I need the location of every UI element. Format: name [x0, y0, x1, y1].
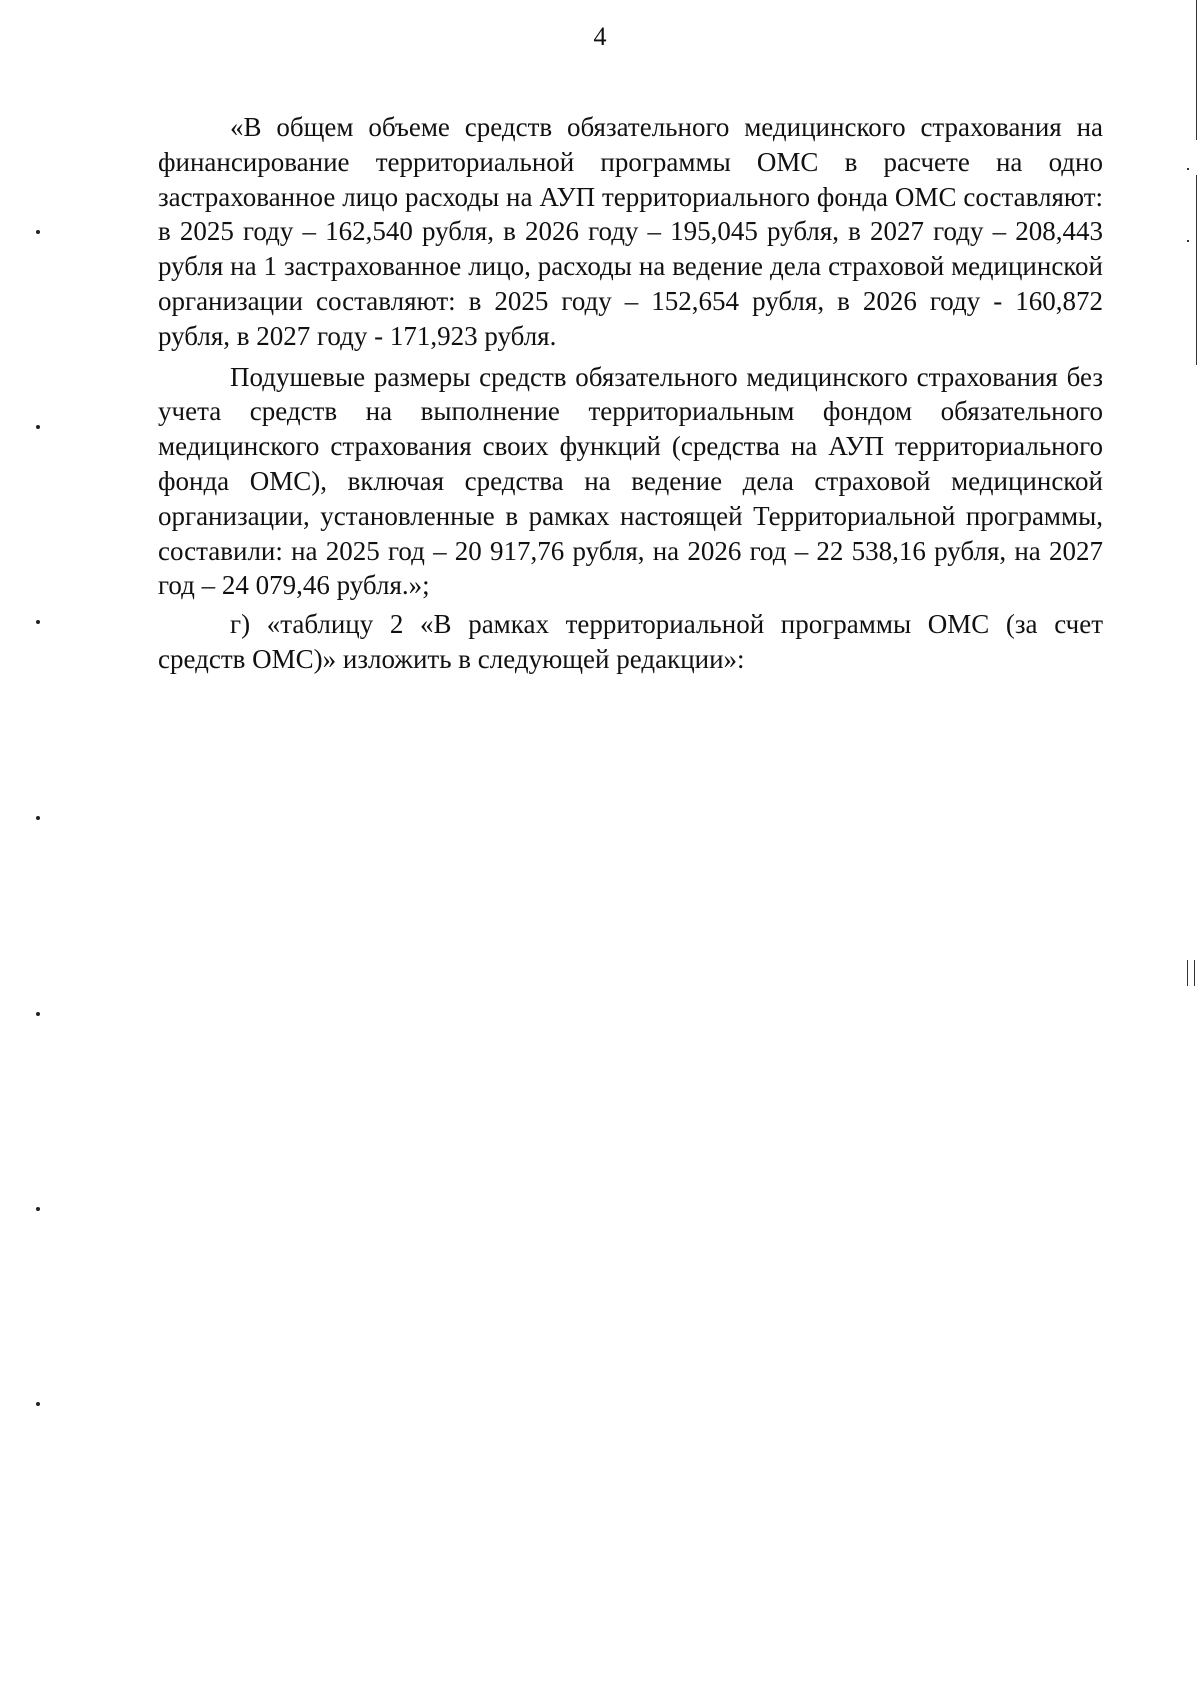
paragraph-oms-expenses: «В общем объеме средств обязательного медицинского страхования на финансирование территориальной программы ОМС в расчете на одно застрахованное лицо расходы на АУП территориального фонда ОМС составляют: в 2025 году – 162,540 рубля, в 2026 году – 195,045 рубля, в 2027 году – 208,443 рубля на 1 застрахованное лицо, расходы на ведение дела страховой медицинской организации составляют: в 2025 году – 152,654 рубля, в 2026 году - 160,872 рубля, в 2027 году - 171,923 рубля.	[158, 112, 1103, 351]
scan-dot	[36, 230, 40, 234]
paragraph-table-amendment: г) «таблицу 2 «В рамках территориальной программы ОМС (за счет средств ОМС)» изложить в следующей редакции»:	[158, 609, 1103, 674]
scan-dot	[36, 620, 40, 624]
paragraph-per-capita-norms: Подушевые размеры средств обязательного медицинского страхования без учета средств на выполнение территориальным фондом обязательного медицинского страхования своих функций (средства на АУП территориального фонда ОМС), включая средства на ведение дела страховой медицинской организации, установленные в рамках настоящей Территориальной программы, составили: на 2025 год – 20 917,76 рубля, на 2026 год – 22 538,16 рубля, на 2027 год – 24 079,46 рубля.»;	[158, 361, 1103, 601]
scan-dot	[36, 1207, 40, 1211]
scan-edge-line	[1196, 0, 1197, 140]
scan-edge-tick	[1187, 240, 1189, 242]
scan-dot	[36, 425, 40, 429]
scan-edge-line	[1187, 960, 1188, 986]
page-number: 4	[593, 22, 607, 51]
scan-edge-line	[1196, 175, 1197, 365]
scan-dot	[36, 1012, 40, 1016]
scan-dot	[36, 816, 40, 820]
scan-dot	[36, 1402, 40, 1406]
scan-edge-line	[1194, 960, 1195, 986]
scan-edge-tick	[1187, 168, 1189, 170]
document-body	[158, 110, 1103, 677]
